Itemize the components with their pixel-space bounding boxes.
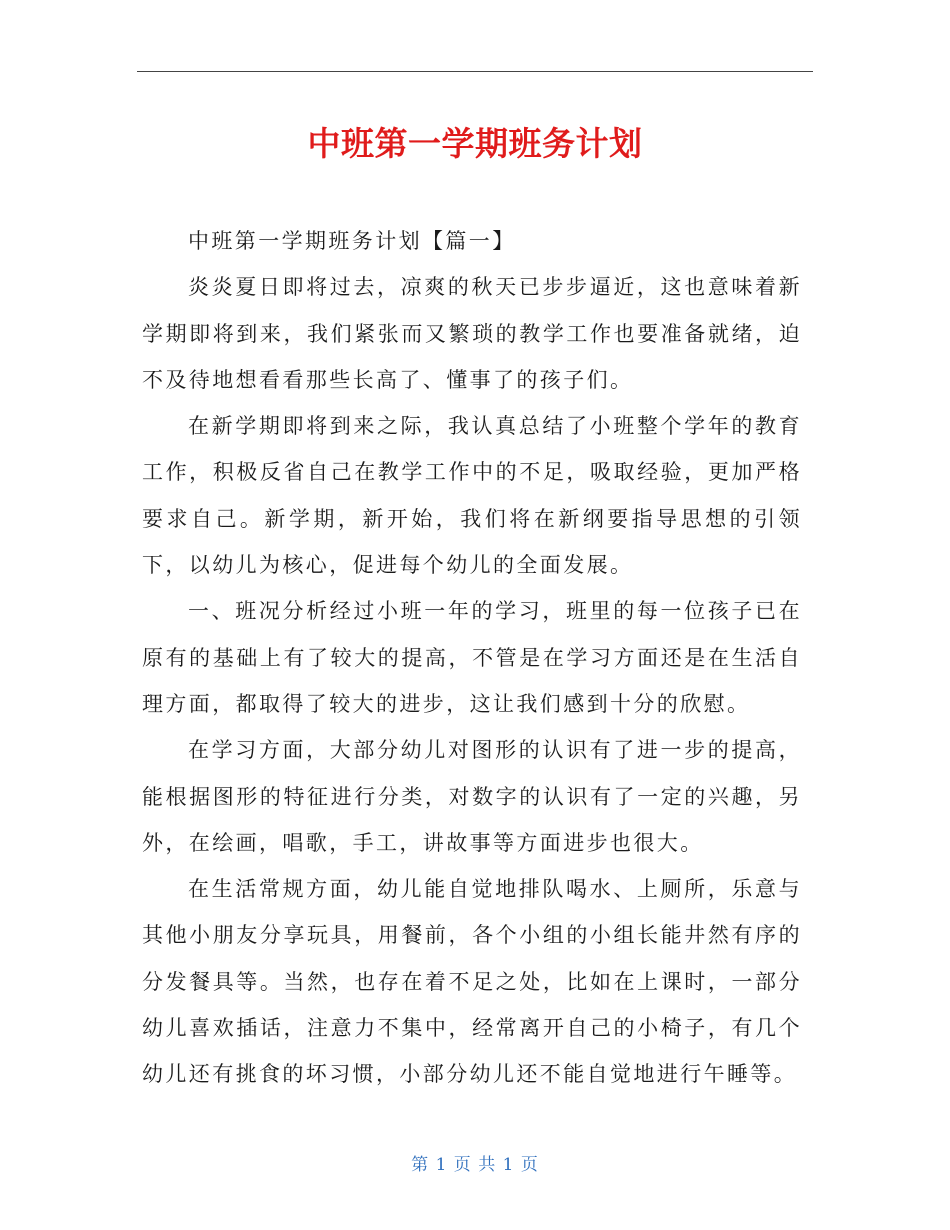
paragraph: 在生活常规方面，幼儿能自觉地排队喝水、上厕所，乐意与其他小朋友分享玩具，用餐前，各个小组的小组长能井然有序的分发餐具等。当然，也存在着不足之处，比如在上课时，一部分幼儿喜欢插话，注意力不集中，经常离开自己的小椅子，有几个幼儿还有挑食的坏习惯，小部分幼儿还不能自觉地进行午睡等。	[142, 877, 802, 1087]
page-footer	[0, 1150, 950, 1175]
document-title: 中班第一学期班务计划	[307, 124, 643, 163]
paragraph: 一、班况分析经过小班一年的学习，班里的每一位孩子已在原有的基础上有了较大的提高，不管是在学习方面还是在生活自理方面，都取得了较大的进步，这让我们感到十分的欣慰。	[142, 599, 802, 716]
paragraph: 炎炎夏日即将过去，凉爽的秋天已步步逼近，这也意味着新学期即将到来，我们紧张而又繁琐的教学工作也要准备就绪，迫不及待地想看看那些长高了、懂事了的孩子们。	[142, 275, 802, 392]
paragraph: 在学习方面，大部分幼儿对图形的认识有了进一步的提高，能根据图形的特征进行分类，对数字的认识有了一定的兴趣，另外，在绘画，唱歌，手工，讲故事等方面进步也很大。	[142, 738, 802, 855]
header-rule	[137, 71, 813, 72]
section-heading: 中班第一学期班务计划【篇一】	[188, 229, 516, 253]
footer-suffix: 页	[520, 1155, 539, 1175]
paragraph: 在新学期即将到来之际，我认真总结了小班整个学年的教育工作，积极反省自己在教学工作中的不足，吸取经验，更加严格要求自己。新学期，新开始，我们将在新纲要指导思想的引领下，以幼儿为核心，促进每个幼儿的全面发展。	[142, 414, 802, 578]
footer-page-number: 1	[435, 1155, 448, 1175]
footer-prefix: 第	[411, 1155, 430, 1175]
document-body	[142, 218, 802, 1098]
footer-middle: 页 共	[453, 1155, 497, 1175]
footer-total-pages: 1	[502, 1155, 515, 1175]
